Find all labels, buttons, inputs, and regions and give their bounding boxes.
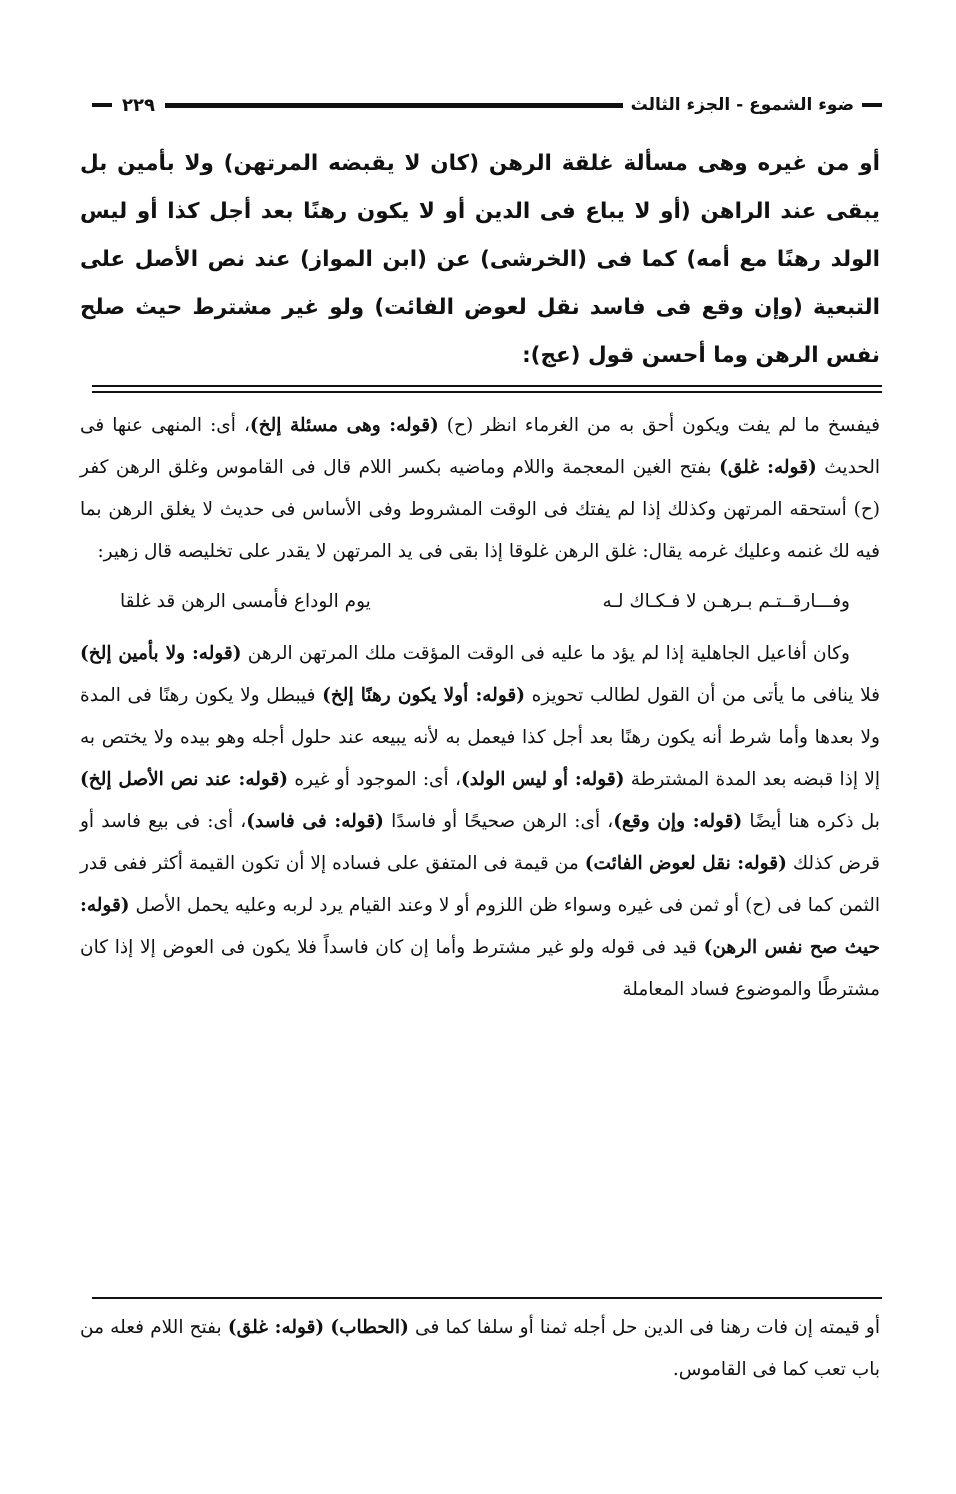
- quoted-term: (الحطاب): [330, 1317, 409, 1338]
- quoted-term: (قوله: غلق): [719, 457, 817, 478]
- text-run: ، أى: فى بيع فاسد أو قرض كذلك: [80, 811, 881, 874]
- quoted-term: (قوله: حيث صح نفس الرهن): [80, 895, 880, 958]
- page-number: ٢٢٩: [122, 94, 155, 116]
- quoted-term: (قوله: عند نص الأصل إلخ): [80, 769, 289, 790]
- text-run: ، أى: الرهن صحيحًا أو فاسدًا: [383, 811, 614, 832]
- quoted-term: (قوله: ولا بأمين إلخ): [80, 643, 242, 664]
- text-run: بفتح اللام فعله من باب تعب كما فى القاموس.: [80, 1317, 880, 1380]
- quoted-term: (قوله: غلق): [227, 1317, 325, 1338]
- header-dash: [92, 103, 112, 107]
- quoted-term: (قوله: وإن وقع): [613, 811, 743, 832]
- header-title: ضوء الشموع - الجزء الثالث: [630, 95, 854, 115]
- text-run: فيفسخ ما لم يفت ويكون أحق به من الغرماء انظر (ح): [438, 415, 881, 436]
- main-paragraph: أو من غيره وهى مسألة غلقة الرهن (كان لا يقبضه المرتهن) ولا بأمين بل يبقى عند الراهن (أو لا يباع فى الدين أو لا يكون رهنًا بعد أجل كذا أو ليس الولد رهنًا مع أمه) كما فى (الخرشى) عن (ابن المواز) عند نص الأصل على التبعية (وإن وقع فى فاسد نقل لعوض الفائت) ولو غير مشترط حيث صلح نفس الرهن وما أحسن قول (عج):: [80, 151, 880, 368]
- header-rule: [165, 103, 623, 108]
- footnote-paragraph: [80, 1307, 880, 1391]
- text-run: بل ذكره هنا أيضًا: [742, 811, 880, 832]
- main-text: [80, 140, 880, 380]
- header-dash: [862, 103, 882, 107]
- footnote: [80, 1307, 880, 1391]
- text-run: ، أى: المنهى عنها فى الحديث: [80, 415, 881, 478]
- verse-second-hemistich: يوم الوداع فأمسى الرهن قد غلقا: [120, 591, 371, 612]
- quoted-term: (قوله: فى فاسد): [246, 811, 384, 832]
- quoted-term: (قوله: أولا يكون رهنًا إلخ): [322, 685, 525, 706]
- quoted-term: (قوله: أو ليس الولد): [460, 769, 625, 790]
- poetry-verse: [120, 581, 850, 623]
- quoted-term: (قوله: نقل لعوض الفائت): [584, 853, 787, 874]
- text-run: بفتح الغين المعجمة واللام وماضيه بكسر اللام قال فى القاموس وغلق الرهن كفر (ح) أستحقه المرتهن وكذلك إذا لم يفتك فى الوقت المشروط وفى الأساس فى حديث لا يغلق الرهن بما فيه لك غنمه وعليك غرمه يقال: غلق الرهن غلوقا إذا بقى فى يد المرتهن لا يقدر على تخليصه قال زهير:: [80, 457, 880, 562]
- text-run: أو قيمته إن فات رهنا فى الدين حل أجله ثمنا أو سلفا كما فى: [408, 1317, 880, 1338]
- commentary-paragraph-2: [80, 633, 880, 1011]
- quoted-term: (قوله: وهى مسئلة إلخ): [249, 415, 439, 436]
- text-run: من قيمة فى المتفق على فساده إلا أن تكون القيمة أكثر ففى قدر الثمن كما فى (ح) أو ثمن فى غيره وسواء ظن اللزوم أو لا وعند القيام يرد لربه وعليه يحمل الأصل: [80, 853, 881, 916]
- commentary-paragraph-1: [80, 405, 880, 573]
- text-run: وكان أفاعيل الجاهلية إذا لم يؤد ما عليه فى الوقت المؤقت ملك المرتهن الرهن: [241, 643, 850, 664]
- text-run: فيبطل ولا يكون رهنًا فى المدة ولا بعدها وأما شرط أنه يكون رهنًا بعد أجل كذا فيعمل به لأنه يبيعه عند حلول أجله وهو بيده ولا يختص به إلا إذا قبضه بعد المدة المشترطة: [80, 685, 881, 790]
- commentary: [80, 405, 880, 1011]
- running-header: [92, 88, 882, 122]
- verse-first-hemistich: وفـــارقــتـم بـرهـن لا فـكـاك لـه: [602, 591, 850, 612]
- double-divider: [92, 385, 882, 393]
- text-run: قيد فى قوله ولو غير مشترط وأما إن كان فاسداً فلا يكون فى العوض إلا إذا كان مشترطًا والموضوع فساد المعاملة: [80, 937, 880, 1000]
- text-run: ، أى: الموجود أو غيره: [288, 769, 461, 790]
- text-run: فلا ينافى ما يأتى من أن القول لطالب تحويزه: [524, 685, 880, 706]
- footnote-divider: [92, 1297, 882, 1299]
